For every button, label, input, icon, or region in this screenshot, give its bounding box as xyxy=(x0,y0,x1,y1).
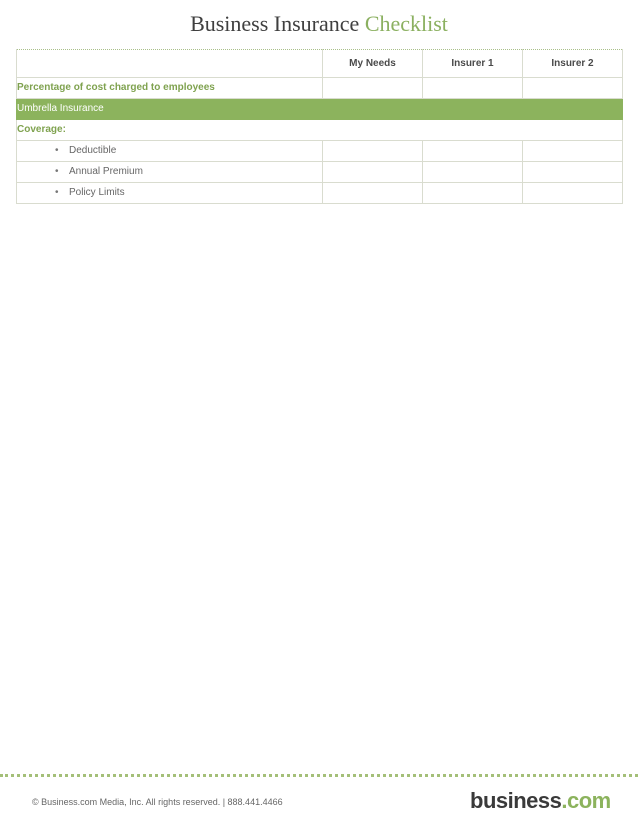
bullet-icon: • xyxy=(55,145,59,156)
cell-insurer-1[interactable] xyxy=(423,183,523,204)
title-accent: Checklist xyxy=(364,11,448,36)
page-title xyxy=(0,11,638,37)
footer-divider xyxy=(0,774,638,777)
table-header-row xyxy=(17,50,623,78)
bullet-icon: • xyxy=(55,166,59,177)
table-row-annual-premium xyxy=(17,162,623,183)
cell-my-needs[interactable] xyxy=(323,141,423,162)
cell-insurer-2[interactable] xyxy=(523,183,623,204)
cell-insurer-1[interactable] xyxy=(423,141,523,162)
cell-my-needs[interactable] xyxy=(323,78,423,99)
column-header-insurer-1: Insurer 1 xyxy=(423,50,523,78)
column-header-insurer-2: Insurer 2 xyxy=(523,50,623,78)
table-row-deductible xyxy=(17,141,623,162)
logo-dot: . xyxy=(561,788,567,813)
logo-com: com xyxy=(567,788,611,813)
footer-copyright: © Business.com Media, Inc. All rights reserved. | 888.441.4466 xyxy=(32,797,283,807)
table-row-policy-limits xyxy=(17,183,623,204)
row-label-deductible xyxy=(17,141,323,162)
table-row-percentage xyxy=(17,78,623,99)
cell-insurer-2[interactable] xyxy=(523,78,623,99)
bullet-text: Annual Premium xyxy=(69,166,143,177)
cell-my-needs[interactable] xyxy=(323,183,423,204)
cell-insurer-2[interactable] xyxy=(523,141,623,162)
table-row-coverage xyxy=(17,120,623,141)
cell-insurer-2[interactable] xyxy=(523,162,623,183)
bullet-text: Deductible xyxy=(69,145,117,156)
row-label-annual-premium xyxy=(17,162,323,183)
bullet-text: Policy Limits xyxy=(69,187,125,198)
checklist-table xyxy=(16,49,623,204)
row-label-policy-limits xyxy=(17,183,323,204)
section-band-umbrella xyxy=(17,99,623,120)
column-header-my-needs: My Needs xyxy=(323,50,423,78)
title-main: Business Insurance xyxy=(190,11,360,36)
cell-insurer-1[interactable] xyxy=(423,78,523,99)
section-label-umbrella: Umbrella Insurance xyxy=(17,99,623,120)
logo-main: business xyxy=(470,788,562,813)
header-blank-cell xyxy=(17,50,323,78)
row-label-coverage: Coverage: xyxy=(17,120,623,141)
cell-insurer-1[interactable] xyxy=(423,162,523,183)
bullet-icon: • xyxy=(55,187,59,198)
row-label-percentage: Percentage of cost charged to employees xyxy=(17,78,323,99)
cell-my-needs[interactable] xyxy=(323,162,423,183)
business-logo xyxy=(470,788,611,814)
